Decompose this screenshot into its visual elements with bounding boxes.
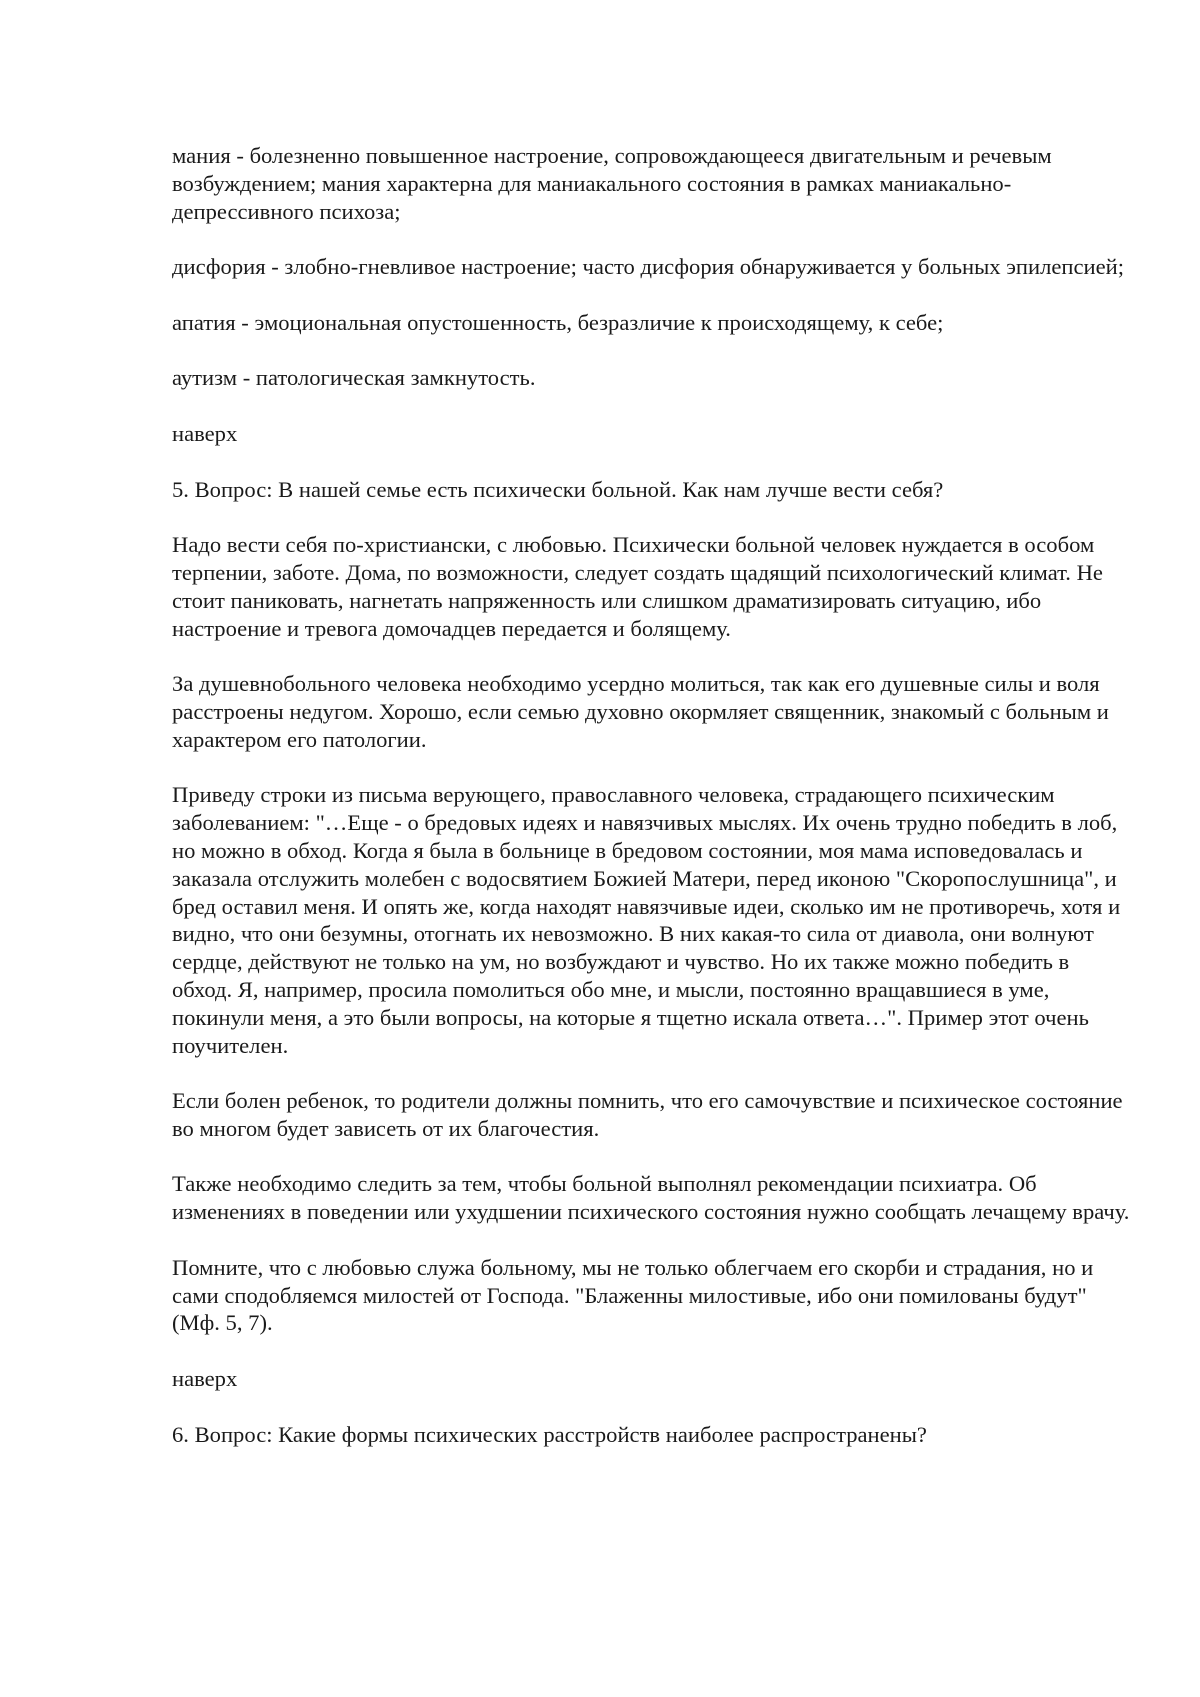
document-body xyxy=(172,142,1132,1448)
paragraph-mania: мания - болезненно повышенное настроение, сопровождающееся двигательным и речевым возбуждением; мания характерна для маниакального состояния в рамках маниакально-депрессивного психоза; xyxy=(172,143,1052,224)
paragraph-autism: аутизм - патологическая замкнутость. xyxy=(172,365,536,391)
paragraph-answer-5-6: Помните, что с любовью служа больному, мы не только облегчаем его скорби и страдания, но и сами сподобляемся милостей от Господа. "Блаженны милостивые, ибо они помилованы будут" (Мф. 5, 7). xyxy=(172,1254,1094,1336)
back-to-top-link[interactable] xyxy=(172,420,1132,448)
paragraph-answer-5-3: Приведу строки из письма верующего, православного человека, страдающего психическим заболеванием: "…Еще - о бредовых идеях и навязчивых мыслях. Их очень трудно победить в лоб, но можно в обход. Когда я была в больнице в бредовом состоянии, моя мама исповедовалась и заказала отслужить молебен с водосвятием Божией Матери, перед иконою "Скоропослушница", и бред оставил меня. И опять же, когда находят навязчивые идеи, сколько им не противоречь, хотя и видно, что они безумны, отогнать их невозможно. В них какая-то сила от диавола, они волнуют сердце, действуют не только на ум, но возбуждают и чувство. Но их также можно победить в обход. Я, например, просила помолиться обо мне, и мысли, постоянно вращавшиеся в уме, покинули меня, а это были вопросы, на которые я тщетно искала ответа…". Пример этот очень поучителен. xyxy=(172,782,1121,1058)
question-5-heading: 5. Вопрос: В нашей семье есть психически больной. Как нам лучше вести себя? xyxy=(172,476,944,502)
paragraph-answer-5-4: Если болен ребенок, то родители должны помнить, что его самочувствие и психическое состояние во многом будет зависеть от их благочестия. xyxy=(172,1088,1123,1141)
back-to-top-link[interactable] xyxy=(172,1365,1132,1393)
paragraph-answer-5-5: Также необходимо следить за тем, чтобы больной выполнял рекомендации психиатра. Об изменениях в поведении или ухудшении психического состояния нужно сообщать лечащему врачу. xyxy=(172,1171,1130,1225)
back-to-top-link-text[interactable]: наверх xyxy=(172,420,238,446)
paragraph-answer-5-2: За душевнобольного человека необходимо усердно молиться, так как его душевные силы и воля расстроены недугом. Хорошо, если семью духовно окормляет священник, знакомый с больным и характером его патологии. xyxy=(172,671,1109,752)
paragraph-answer-5-1: Надо вести себя по-христиански, с любовью. Психически больной человек нуждается в особом терпении, заботе. Дома, по возможности, следует создать щадящий психологический климат. Не стоит паниковать, нагнетать напряженность или слишком драматизировать ситуацию, ибо настроение и тревога домочадцев передается и болящему. xyxy=(172,532,1103,641)
back-to-top-link-text[interactable]: наверх xyxy=(172,1366,238,1392)
paragraph-dysphoria: дисфория - злобно-гневливое настроение; часто дисфория обнаруживается у больных эпилепсией; xyxy=(172,254,1125,280)
question-6-heading: 6. Вопрос: Какие формы психических расстройств наиболее распространены? xyxy=(172,1421,927,1447)
paragraph-apathy: апатия - эмоциональная опустошенность, безразличие к происходящему, к себе; xyxy=(172,309,944,335)
